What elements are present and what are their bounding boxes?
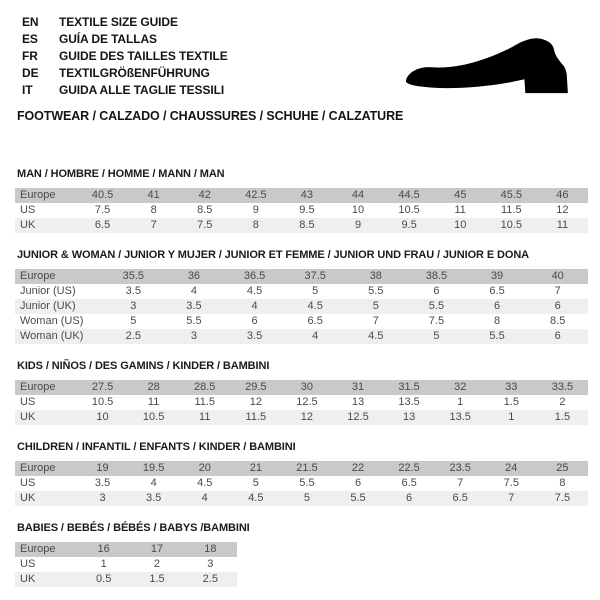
size-value-cell: 7	[508, 492, 515, 504]
language-code: DE	[22, 66, 39, 80]
language-label: TEXTILE SIZE GUIDE	[59, 15, 178, 29]
size-value-cell: 3	[190, 330, 197, 342]
size-value-cell: 6	[554, 330, 561, 342]
row-label-cell: Europe	[20, 543, 56, 555]
table-row	[15, 557, 237, 572]
category-title: FOOTWEAR / CALZADO / CHAUSSURES / SCHUHE / CALZATURE	[17, 109, 404, 123]
size-value-cell: 12	[249, 396, 262, 408]
size-value-cell: 4.5	[246, 285, 263, 297]
size-value-cell: 12.5	[347, 411, 369, 423]
size-value-cell: 7.5	[94, 204, 111, 216]
size-value-cell: 24	[505, 462, 518, 474]
size-value-cell: 4.5	[307, 300, 323, 312]
size-value-cell: 5.5	[368, 285, 384, 297]
size-table-man	[15, 188, 588, 233]
language-code: FR	[22, 49, 38, 63]
size-value-cell: 5.5	[299, 477, 315, 489]
size-value-cell: 11.5	[245, 411, 267, 423]
language-label: GUIDE DES TAILLES TEXTILE	[59, 49, 228, 63]
size-value-cell: 11	[556, 219, 569, 231]
size-value-cell: 9	[252, 204, 259, 216]
size-value-cell: 38	[369, 270, 382, 282]
size-tables	[15, 168, 588, 587]
size-value-cell: 28	[147, 381, 160, 393]
size-value-cell: 36.5	[243, 270, 266, 282]
table-row	[15, 314, 588, 329]
size-value-cell: 13	[402, 411, 416, 423]
size-value-cell: 40.5	[91, 189, 114, 201]
row-label-cell: UK	[20, 573, 36, 585]
table-row	[15, 299, 588, 314]
section-kids	[15, 360, 588, 425]
size-value-cell: 25	[556, 462, 569, 474]
size-value-cell: 33.5	[551, 381, 574, 393]
size-value-cell: 22.5	[398, 462, 420, 474]
size-value-cell: 2.5	[202, 573, 218, 585]
table-row	[15, 329, 588, 344]
size-value-cell: 7.5	[197, 219, 213, 231]
language-row	[22, 14, 600, 31]
language-code: ES	[22, 32, 38, 46]
size-value-cell: 7	[150, 219, 157, 231]
size-value-cell: 6.5	[94, 219, 111, 231]
size-value-cell: 6	[554, 300, 561, 312]
size-value-cell: 2	[559, 396, 566, 408]
table-row	[15, 395, 588, 410]
size-table-kids	[15, 380, 588, 425]
size-table-children	[15, 461, 588, 506]
size-value-cell: 20	[198, 462, 211, 474]
size-value-cell: 1	[100, 558, 107, 570]
language-label: GUÍA DE TALLAS	[59, 32, 157, 46]
size-value-cell: 2.5	[125, 330, 141, 342]
row-label-cell: Europe	[20, 381, 56, 393]
size-value-cell: 40	[551, 270, 564, 282]
size-value-cell: 21.5	[296, 462, 318, 474]
size-value-cell: 2	[153, 558, 161, 570]
size-value-cell: 43	[300, 189, 314, 201]
section-junior-woman	[15, 249, 588, 344]
size-value-cell: 3	[207, 558, 214, 570]
size-value-cell: 5.5	[350, 492, 366, 504]
size-value-cell: 10	[351, 204, 365, 216]
size-value-cell: 4	[201, 492, 208, 504]
size-value-cell: 42	[198, 189, 211, 201]
size-value-cell: 19	[96, 462, 109, 474]
size-value-cell: 4	[150, 477, 157, 489]
size-value-cell: 6.5	[489, 285, 505, 297]
size-value-cell: 11	[147, 396, 160, 408]
size-value-cell: 18	[204, 543, 217, 555]
size-value-cell: 12	[556, 204, 569, 216]
table-row	[15, 572, 237, 587]
size-value-cell: 1.5	[503, 396, 519, 408]
size-value-cell: 4.5	[248, 492, 264, 504]
size-value-cell: 0.5	[96, 573, 112, 585]
dress-shoe-icon	[394, 32, 579, 97]
size-value-cell: 10	[96, 411, 109, 423]
size-value-cell: 4	[312, 330, 319, 342]
table-row	[15, 491, 588, 506]
size-value-cell: 28.5	[194, 381, 216, 393]
size-value-cell: 23.5	[449, 462, 471, 474]
table-row	[15, 410, 588, 425]
size-value-cell: 8.5	[299, 219, 315, 231]
size-value-cell: 1	[508, 411, 515, 423]
size-value-cell: 6.5	[307, 315, 323, 327]
size-value-cell: 7.5	[428, 315, 445, 327]
size-value-cell: 3.5	[145, 492, 162, 504]
size-value-cell: 10	[454, 219, 467, 231]
size-value-cell: 4	[251, 300, 258, 312]
size-value-cell: 8	[252, 219, 259, 231]
size-value-cell: 6	[433, 285, 440, 297]
section-man	[15, 168, 588, 233]
size-value-cell: 11.5	[194, 396, 216, 408]
size-value-cell: 6	[406, 492, 413, 504]
size-value-cell: 30	[300, 381, 314, 393]
size-value-cell: 10.5	[91, 396, 114, 408]
size-value-cell: 46	[556, 189, 569, 201]
row-label-cell: UK	[20, 492, 36, 504]
size-value-cell: 13.5	[398, 396, 420, 408]
size-value-cell: 41	[147, 189, 160, 201]
size-value-cell: 38.5	[425, 270, 448, 282]
table-row	[15, 476, 588, 491]
size-value-cell: 5	[433, 330, 440, 342]
size-value-cell: 8	[559, 477, 566, 489]
section-babies	[15, 522, 588, 587]
row-label-cell: US	[20, 204, 36, 216]
size-value-cell: 5.5	[186, 315, 202, 327]
language-code: EN	[22, 15, 39, 29]
table-row	[15, 218, 588, 233]
size-value-cell: 5	[372, 300, 379, 312]
size-value-cell: 29.5	[245, 381, 267, 393]
size-value-cell: 4.5	[368, 330, 384, 342]
size-value-cell: 19.5	[142, 462, 165, 474]
size-value-cell: 6.5	[452, 492, 468, 504]
size-value-cell: 13.5	[449, 411, 471, 423]
table-row	[15, 542, 237, 557]
row-label-cell: Europe	[20, 270, 56, 282]
size-value-cell: 9	[354, 219, 362, 231]
size-value-cell: 8.5	[550, 315, 566, 327]
size-value-cell: 4	[190, 285, 197, 297]
row-label-cell: Europe	[20, 462, 56, 474]
size-value-cell: 11	[454, 204, 466, 216]
size-value-cell: 12	[300, 411, 314, 423]
size-value-cell: 5	[312, 285, 319, 297]
language-label: TEXTILGRÖßENFÜHRUNG	[59, 66, 210, 80]
size-value-cell: 3.5	[246, 330, 263, 342]
language-label: GUIDA ALLE TAGLIE TESSILI	[59, 83, 225, 97]
size-value-cell: 33	[505, 381, 518, 393]
size-value-cell: 4.5	[197, 477, 213, 489]
language-code: IT	[22, 83, 33, 97]
size-value-cell: 44	[351, 189, 365, 201]
size-value-cell: 39	[490, 270, 504, 282]
table-row	[15, 284, 588, 299]
section-title: CHILDREN / INFANTIL / ENFANTS / KINDER / BAMBINI	[17, 441, 296, 453]
row-label-cell: Junior (UK)	[20, 300, 76, 312]
size-value-cell: 3.5	[186, 300, 202, 312]
size-value-cell: 9.5	[299, 204, 315, 216]
size-value-cell: 12.5	[296, 396, 318, 408]
section-title: BABIES / BEBÉS / BÉBÉS / BABYS /BAMBINI	[17, 522, 250, 534]
size-value-cell: 45	[454, 189, 467, 201]
size-value-cell: 6	[251, 315, 258, 327]
size-value-cell: 1.5	[554, 411, 571, 423]
size-value-cell: 8	[494, 315, 501, 327]
size-value-cell: 11.5	[501, 204, 522, 216]
page-header	[0, 0, 600, 123]
size-value-cell: 16	[97, 543, 110, 555]
row-label-cell: UK	[20, 411, 36, 423]
size-value-cell: 27.5	[91, 381, 114, 393]
size-value-cell: 3	[130, 300, 137, 312]
size-value-cell: 6.5	[401, 477, 417, 489]
section-title: JUNIOR & WOMAN / JUNIOR Y MUJER / JUNIOR ET FEMME / JUNIOR UND FRAU / JUNIOR E DONA	[17, 249, 530, 261]
size-table-babies	[15, 542, 237, 587]
size-value-cell: 32	[454, 381, 467, 393]
size-value-cell: 31	[351, 381, 365, 393]
size-value-cell: 3.5	[125, 285, 141, 297]
size-value-cell: 42.5	[245, 189, 267, 201]
size-value-cell: 13	[351, 396, 365, 408]
size-value-cell: 45.5	[500, 189, 522, 201]
size-value-cell: 31.5	[398, 381, 420, 393]
size-value-cell: 11	[199, 411, 211, 423]
section-title: KIDS / NIÑOS / DES GAMINS / KINDER / BAMBINI	[17, 360, 270, 372]
row-label-cell: UK	[20, 219, 36, 231]
size-value-cell: 21	[249, 462, 262, 474]
size-value-cell: 5.5	[489, 330, 505, 342]
size-value-cell: 10.5	[398, 204, 420, 216]
size-value-cell: 22	[351, 462, 365, 474]
table-row	[15, 188, 588, 203]
size-value-cell: 36	[187, 270, 201, 282]
size-value-cell: 3.5	[94, 477, 111, 489]
table-row	[15, 269, 588, 284]
size-value-cell: 5	[303, 492, 310, 504]
size-value-cell: 9.5	[401, 219, 417, 231]
size-value-cell: 7.5	[554, 492, 571, 504]
row-label-cell: Junior (US)	[20, 285, 76, 297]
size-value-cell: 7	[457, 477, 464, 489]
size-value-cell: 5	[252, 477, 259, 489]
row-label-cell: Woman (UK)	[20, 330, 84, 342]
size-value-cell: 37.5	[304, 270, 326, 282]
size-value-cell: 8.5	[197, 204, 213, 216]
size-value-cell: 7	[554, 285, 561, 297]
size-value-cell: 35.5	[122, 270, 145, 282]
row-label-cell: US	[20, 477, 36, 489]
size-value-cell: 44.5	[398, 189, 420, 201]
row-label-cell: Europe	[20, 189, 56, 201]
section-title: MAN / HOMBRE / HOMME / MANN / MAN	[17, 168, 225, 180]
row-label-cell: Woman (US)	[20, 315, 84, 327]
size-value-cell: 17	[150, 543, 164, 555]
size-value-cell: 7.5	[503, 477, 519, 489]
size-value-cell: 6	[494, 300, 501, 312]
size-value-cell: 10.5	[142, 411, 165, 423]
table-row	[15, 380, 588, 395]
size-value-cell: 8	[150, 204, 157, 216]
size-value-cell: 10.5	[500, 219, 522, 231]
row-label-cell: US	[20, 396, 36, 408]
size-value-cell: 3	[99, 492, 106, 504]
table-row	[15, 461, 588, 476]
size-value-cell: 7	[372, 315, 379, 327]
section-children	[15, 441, 588, 506]
size-value-cell: 6	[354, 477, 362, 489]
size-value-cell: 1.5	[149, 573, 165, 585]
size-table-junior-woman	[15, 269, 588, 344]
row-label-cell: US	[20, 558, 36, 570]
size-value-cell: 5	[130, 315, 137, 327]
table-row	[15, 203, 588, 218]
size-value-cell: 5.5	[428, 300, 445, 312]
size-value-cell: 1	[457, 396, 464, 408]
